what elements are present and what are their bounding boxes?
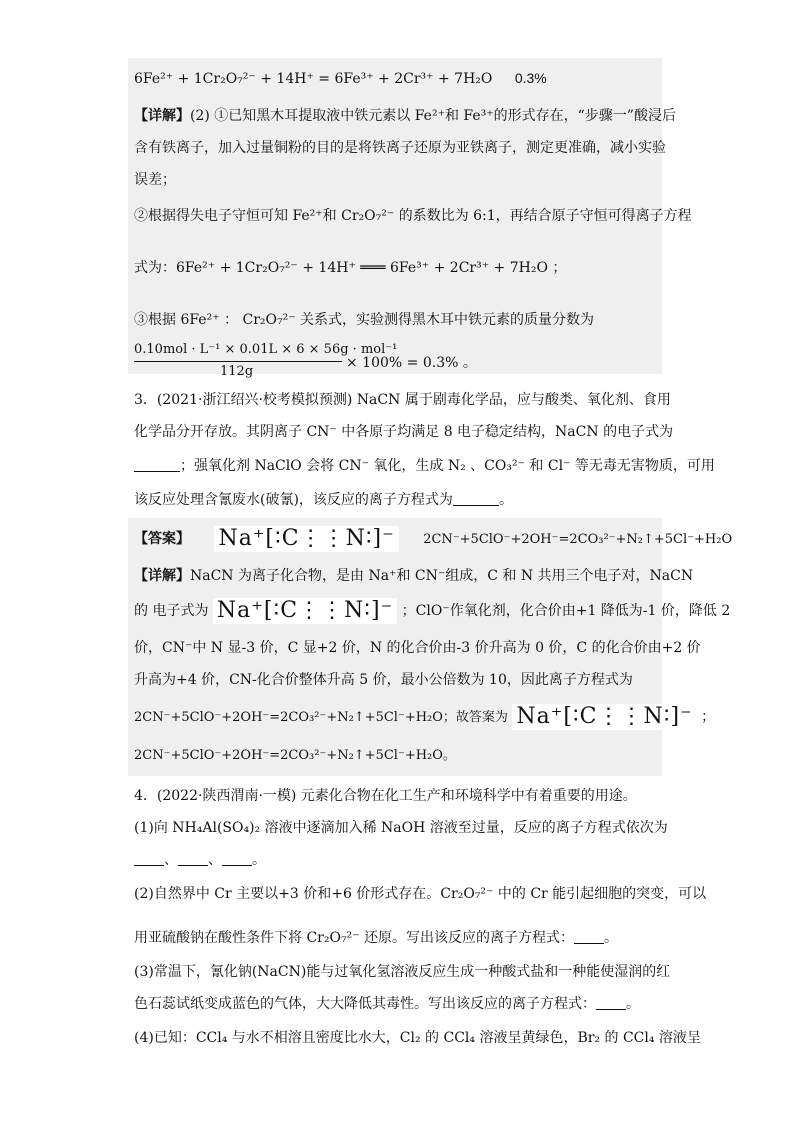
detail-2-2-line1: ②根据得失电子守恒可知 Fe²⁺和 Cr₂O₇²⁻ 的系数比为 6:1，再结合原子守恒可得离子方程 [134, 208, 692, 224]
fraction-result: × 100% = 0.3% 。 [346, 355, 477, 371]
equation-line [134, 68, 547, 89]
detail-2-1-line3: 误差； [134, 172, 176, 188]
ans3-detail-line1 [134, 566, 693, 586]
ans3-detail-line3: 价，CN⁻中 N 显-3 价，C 显+2 价，N 的化合价由-3 价升高为 0 价，C 的化合价由+2 价 [134, 640, 701, 656]
q4-line7-end: 。 [626, 996, 640, 1012]
detail-text: ；ClO⁻作氧化剂，化合价由+1 降低为-1 价，降低 2 [401, 603, 731, 619]
detail-2-3-line1: ③根据 6Fe²⁺ ： Cr₂O₇²⁻ 关系式，实验测得黑木耳中铁元素的质量分数为 [134, 312, 595, 328]
answer-blank[interactable] [134, 457, 180, 472]
electron-formula: Na⁺[∶C⋮⋮N∶]⁻ [214, 526, 398, 552]
q4-line7 [134, 994, 640, 1014]
ans3-detail-line2 [134, 598, 730, 624]
q4-line7-text: 色石蕊试纸变成蓝色的气体，大大降低其毒性。写出该反应的离子方程式： [134, 996, 596, 1012]
answer-blank[interactable] [134, 851, 164, 866]
q3-line4-text: 该反应处理含氰废水(破氰)，该反应的离子方程式为 [134, 492, 453, 508]
answer-blank[interactable] [453, 491, 499, 506]
detail-2-1-line2: 含有铁离子，加入过量铜粉的目的是将铁离子还原为亚铁离子，测定更准确，减小实验 [134, 140, 666, 156]
q3-line1: 3．(2021·浙江绍兴·校考模拟预测) NaCN 属于剧毒化学品，应与酸类、氧化剂、食用 [134, 392, 671, 408]
q4-line1: 4．(2022·陕西渭南·一模) 元素化合物在化工生产和环境科学中有着重要的用途。 [134, 788, 637, 804]
q3-line3 [134, 456, 715, 476]
equation-text: 6Fe²⁺ + 1Cr₂O₇²⁻ + 14H⁺ = 6Fe³⁺ + 2Cr³⁺ + 7H₂O [134, 71, 493, 87]
percent-value: 0.3% [514, 70, 547, 86]
ans3-detail-line6: 2CN⁻+5ClO⁻+2OH⁻=2CO₃²⁻+N₂↑+5Cl⁻+H₂O。 [134, 748, 456, 763]
answer-equation: 2CN⁻+5ClO⁻+2OH⁻=2CO₃²⁻+N₂↑+5Cl⁻+H₂O [423, 532, 733, 547]
answer-line [134, 526, 732, 553]
q3-line4 [134, 490, 513, 510]
detail-tag: 【详解】 [134, 108, 190, 124]
ans3-detail-line4: 升高为+4 价，CN-化合价整体升高 5 价，最小公倍数为 10，因此离子方程式为 [134, 672, 633, 688]
q3-line4-end: 。 [498, 492, 513, 508]
detail-text: 2CN⁻+5ClO⁻+2OH⁻=2CO₃²⁻+N₂↑+5Cl⁻+H₂O；故答案为 [134, 710, 508, 725]
ans3-detail-line5 [134, 704, 715, 731]
q4-line2: (1)向 NH₄Al(SO₄)₂ 溶液中逐滴加入稀 NaOH 溶液至过量，反应的离子方程式依次为 [134, 820, 668, 836]
q3-line2: 化学品分开存放。其阴离子 CN⁻ 中各原子均满足 8 电子稳定结构，NaCN 的电子式为 [134, 424, 674, 440]
detail-2-1-line1 [134, 106, 676, 126]
separator: 。 [252, 852, 266, 868]
detail-2-2-line2: 式为：6Fe²⁺ + 1Cr₂O₇²⁻ + 14H⁺ ═══ 6Fe³⁺ + 2Cr³⁺ + 7H₂O ； [134, 260, 567, 276]
q4-line8: (4)已知：CCl₄ 与水不相溶且密度比水大，Cl₂ 的 CCl₄ 溶液呈黄绿色，Br₂ 的 CCl₄ 溶液呈 [134, 1030, 701, 1046]
electron-formula: Na⁺[∶C⋮⋮N∶]⁻ [213, 598, 397, 624]
q4-line3 [134, 850, 266, 870]
separator: 、 [208, 852, 222, 868]
detail-text: 的 电子式为 [134, 603, 209, 619]
detail-tag: 【详解】 [134, 568, 190, 584]
detail-text: ； [701, 709, 716, 725]
q4-line5 [134, 928, 618, 948]
q4-line6: (3)常温下，氰化钠(NaCN)能与过氧化氢溶液反应生成一种酸式盐和一种能使湿润的红 [134, 964, 671, 980]
detail-text: NaCN 为离子化合物，是由 Na⁺和 CN⁻组成，C 和 N 共用三个电子对，NaCN [190, 568, 694, 584]
q4-line5-text: 用亚硫酸钠在酸性条件下将 Cr₂O₇²⁻ 还原。写出该反应的离子方程式： [134, 930, 575, 946]
answer-blank[interactable] [596, 995, 626, 1010]
electron-formula: Na⁺[∶C⋮⋮N∶]⁻ [512, 704, 696, 730]
separator: 、 [164, 852, 178, 868]
answer-tag: 【答案】 [134, 531, 190, 547]
answer-blank[interactable] [574, 929, 604, 944]
answer-blank[interactable] [178, 851, 208, 866]
q4-line5-end: 。 [604, 930, 619, 946]
detail-text: (2) ①已知黑木耳提取液中铁元素以 Fe²⁺和 Fe³⁺的形式存在，“步骤一”酸浸后 [190, 108, 676, 124]
q3-line3-text: ；强氧化剂 NaClO 会将 CN⁻ 氧化，生成 N₂ 、CO₃²⁻ 和 Cl⁻ 等无毒无害物质，可用 [180, 458, 715, 474]
fraction-numerator: 0.10mol · L⁻¹ × 0.01L × 6 × 56g · mol⁻¹ [134, 342, 398, 357]
fraction-bar [134, 361, 342, 362]
q4-line4: (2)自然界中 Cr 主要以+3 价和+6 价形式存在。Cr₂O₇²⁻ 中的 Cr 能引起细胞的突变，可以 [134, 886, 707, 902]
answer-blank[interactable] [222, 851, 252, 866]
fraction-denominator: 112g [220, 364, 254, 379]
